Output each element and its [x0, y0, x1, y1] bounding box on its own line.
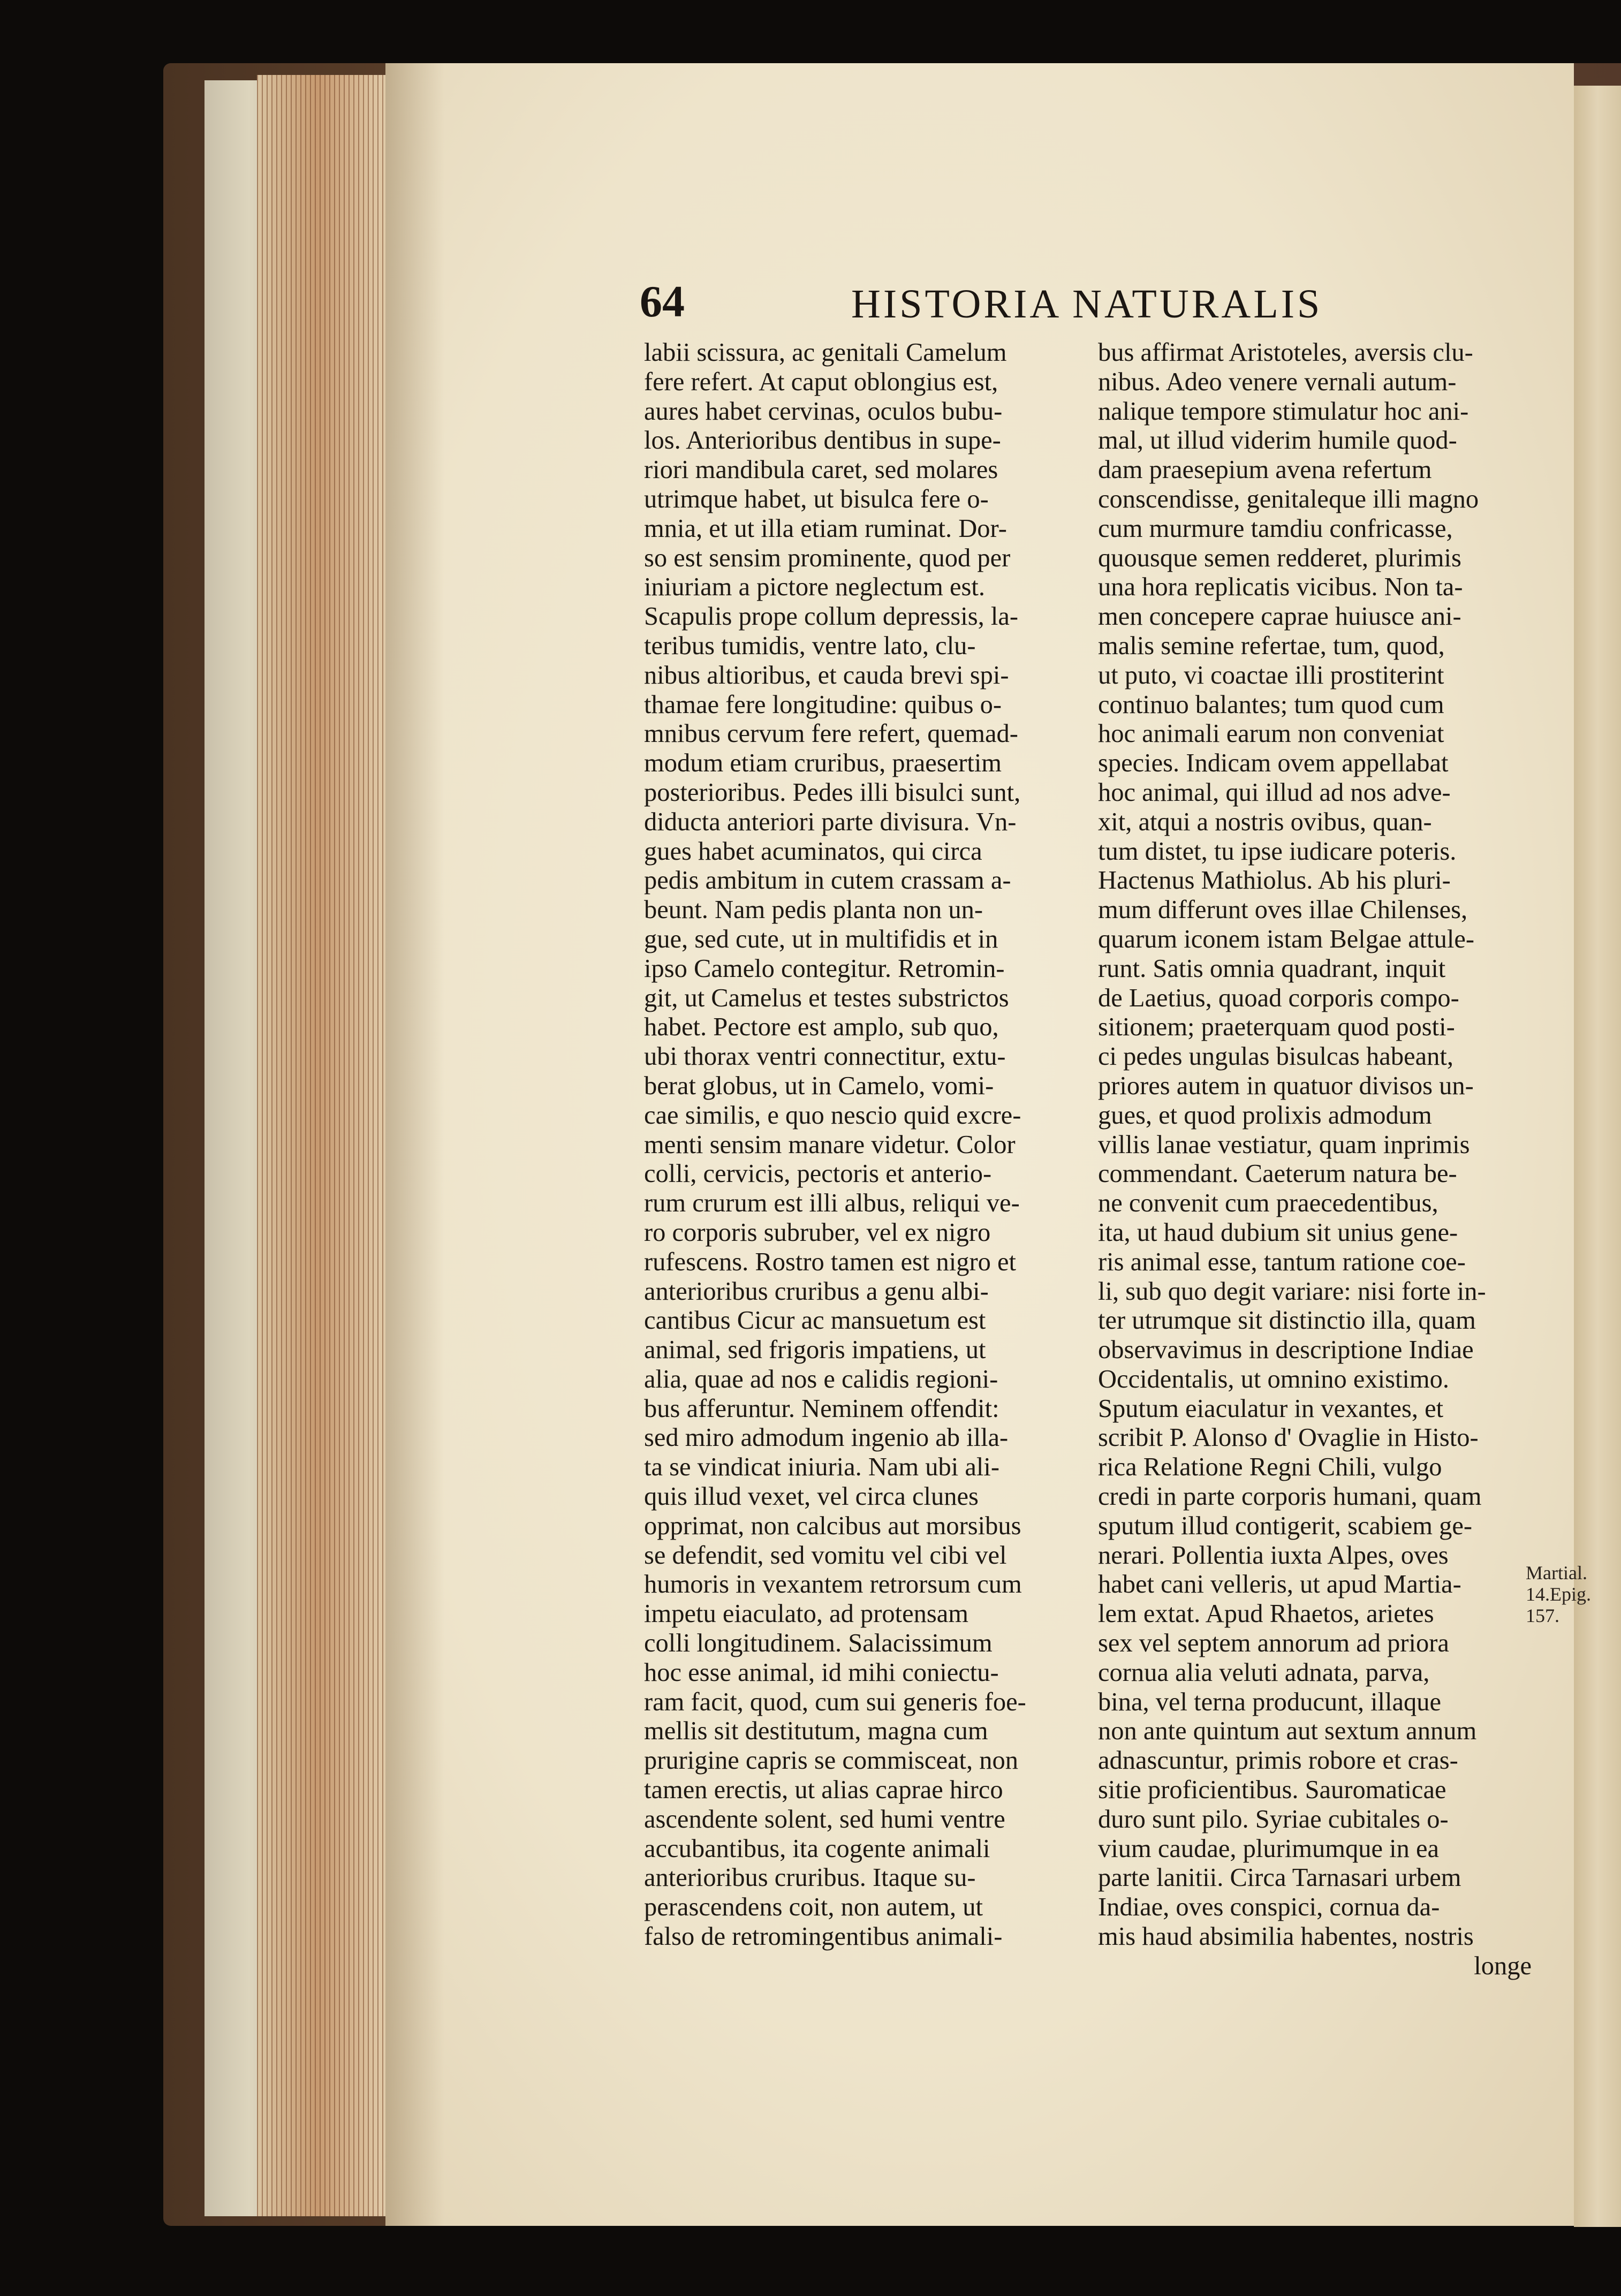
text-line: Scapulis prope collum depressis, la- [644, 602, 1019, 631]
text-line: mal, ut illud viderim humile quod- [1098, 426, 1457, 455]
text-line: bus affirmat Aristoteles, aversis clu- [1098, 338, 1473, 367]
running-title: HISTORIA NATURALIS [851, 282, 1323, 327]
text-line: pedis ambitum in cutem crassam a- [644, 866, 1011, 895]
text-line: humoris in vexantem retrorsum cum [644, 1570, 1022, 1599]
text-line: nibus altioribus, et cauda brevi spi- [644, 661, 1009, 689]
page-edges [257, 75, 391, 2216]
text-line: villis lanae vestiatur, quam inprimis [1098, 1130, 1470, 1159]
text-line: cum murmure tamdiu confricasse, [1098, 514, 1453, 543]
text-line: se defendit, sed vomitu vel cibi vel [644, 1541, 1007, 1570]
text-line: hoc animal, qui illud ad nos adve- [1098, 778, 1451, 807]
text-column-right [1098, 338, 1532, 1981]
text-line: accubantibus, ita cogente animali [644, 1834, 990, 1863]
text-line: ris animal esse, tantum ratione coe- [1098, 1247, 1466, 1276]
text-line: thamae fere longitudine: quibus o- [644, 690, 1002, 719]
text-line: opprimat, non calcibus aut morsibus [644, 1511, 1021, 1540]
text-line: ram facit, quod, cum sui generis foe- [644, 1687, 1026, 1716]
text-line: prurigine capris se commisceat, non [644, 1746, 1018, 1775]
facing-page-edge [1574, 86, 1621, 2227]
text-line: utrimque habet, ut bisulca fere o- [644, 484, 989, 513]
text-line: sex vel septem annorum ad priora [1098, 1629, 1449, 1658]
text-line: cae similis, e quo nescio quid excre- [644, 1101, 1021, 1130]
text-line: species. Indicam ovem appellabat [1098, 749, 1449, 778]
text-line: sitie proficientibus. Sauromaticae [1098, 1776, 1446, 1805]
text-line: bus afferuntur. Neminem offendit: [644, 1394, 999, 1423]
text-line: iniuriam a pictore neglectum est. [644, 573, 986, 602]
text-line: quarum iconem istam Belgae attule- [1098, 925, 1475, 953]
text-line: continuo balantes; tum quod cum [1098, 690, 1444, 719]
text-line: una hora replicatis vicibus. Non ta- [1098, 573, 1463, 602]
text-line: sed miro admodum ingenio ab illa- [644, 1423, 1009, 1452]
text-line: commendant. Caeterum natura be- [1098, 1160, 1457, 1188]
text-line: fere refert. At caput oblongius est, [644, 367, 998, 396]
text-line: mum differunt oves illae Chilenses, [1098, 896, 1468, 925]
text-line: de Laetius, quoad corporis compo- [1098, 983, 1459, 1012]
margin-note [1526, 1562, 1591, 1626]
text-line: lem extat. Apud Rhaetos, arietes [1098, 1600, 1434, 1628]
text-line: vium caudae, plurimumque in ea [1098, 1834, 1440, 1863]
text-line: anterioribus cruribus. Itaque su- [644, 1863, 976, 1892]
text-line: duro sunt pilo. Syriae cubitales o- [1098, 1805, 1449, 1833]
text-line: alia, quae ad nos e calidis regioni- [644, 1365, 998, 1393]
text-line: aures habet cervinas, oculos bubu- [644, 397, 1003, 426]
text-line: cantibus Cicur ac mansuetum est [644, 1306, 986, 1335]
text-line: runt. Satis omnia quadrant, inquit [1098, 954, 1446, 983]
text-line: diducta anteriori parte divisura. Vn- [644, 807, 1017, 836]
text-line: tamen erectis, ut alias caprae hirco [644, 1776, 1003, 1805]
text-line: ter utrumque sit distinctio illa, quam [1098, 1306, 1476, 1335]
text-line: ut puto, vi coactae illi prostiterint [1098, 661, 1444, 689]
text-line: ro corporis subruber, vel ex nigro [644, 1218, 991, 1247]
text-line: gues habet acuminatos, qui circa [644, 837, 982, 866]
catchword: longe [1474, 1951, 1532, 1980]
text-line: los. Anterioribus dentibus in supe- [644, 426, 1001, 455]
text-line: ta se vindicat iniuria. Nam ubi ali- [644, 1453, 999, 1482]
text-line: quis illud vexet, vel circa clunes [644, 1482, 979, 1511]
text-line: tum distet, tu ipse iudicare poteris. [1098, 837, 1457, 866]
text-line: rum crurum est illi albus, reliqui ve- [644, 1189, 1020, 1218]
text-line: teribus tumidis, ventre lato, clu- [644, 631, 976, 660]
text-line: non ante quintum aut sextum annum [1098, 1717, 1477, 1746]
text-line: anterioribus cruribus a genu albi- [644, 1277, 989, 1306]
text-line: habet. Pectore est amplo, sub quo, [644, 1013, 999, 1042]
margin-note-line: Martial. [1526, 1562, 1587, 1583]
text-line: sputum illud contigerit, scabiem ge- [1098, 1511, 1473, 1540]
margin-note-line: 14.Epig. [1526, 1583, 1591, 1605]
text-line: git, ut Camelus et testes substrictos [644, 983, 1009, 1012]
text-line: Sputum eiaculatur in vexantes, et [1098, 1394, 1444, 1423]
text-line: hoc animali earum non conveniat [1098, 719, 1444, 748]
margin-note-line: 157. [1526, 1605, 1559, 1626]
text-line: observavimus in descriptione Indiae [1098, 1336, 1474, 1365]
text-line: ubi thorax ventri connectitur, extu- [644, 1042, 1006, 1071]
text-line: mellis sit destitutum, magna cum [644, 1717, 988, 1746]
text-line: ci pedes ungulas bisulcas habeant, [1098, 1042, 1453, 1071]
text-line: men concepere caprae huiusce ani- [1098, 602, 1461, 631]
page-gutter-shadow [385, 63, 444, 2226]
text-line: nibus. Adeo venere vernali autum- [1098, 367, 1457, 396]
text-line: menti sensim manare videtur. Color [644, 1130, 1016, 1159]
text-line: hoc esse animal, id mihi coniectu- [644, 1658, 999, 1687]
text-line: falso de retromingentibus animali- [644, 1922, 1003, 1951]
text-line: credi in parte corporis humani, quam [1098, 1482, 1482, 1511]
text-line: nalique tempore stimulatur hoc ani- [1098, 397, 1469, 426]
text-line: colli, cervicis, pectoris et anterio- [644, 1160, 992, 1188]
text-line: dam praesepium avena refertum [1098, 456, 1432, 484]
text-line: gues, et quod prolixis admodum [1098, 1101, 1432, 1130]
text-line: cornua alia veluti adnata, parva, [1098, 1658, 1430, 1687]
text-line: ne convenit cum praecedentibus, [1098, 1189, 1438, 1218]
text-line: so est sensim prominente, quod per [644, 543, 1011, 572]
page-number: 64 [640, 277, 685, 327]
text-line: gue, sed cute, ut in multifidis et in [644, 925, 998, 953]
text-line: sitionem; praeterquam quod posti- [1098, 1013, 1455, 1042]
text-line: labii scissura, ac genitali Camelum [644, 338, 1007, 367]
text-line: adnascuntur, primis robore et cras- [1098, 1746, 1458, 1775]
text-line: colli longitudinem. Salacissimum [644, 1629, 993, 1658]
text-line: conscendisse, genitaleque illi magno [1098, 484, 1479, 513]
text-line: malis semine refertae, tum, quod, [1098, 631, 1445, 660]
text-line: quousque semen redderet, plurimis [1098, 543, 1461, 572]
text-line: li, sub quo degit variare: nisi forte in- [1098, 1277, 1486, 1306]
text-line: posterioribus. Pedes illi bisulci sunt, [644, 778, 1021, 807]
text-line: ita, ut haud dubium sit unius gene- [1098, 1218, 1458, 1247]
text-line: Hactenus Mathiolus. Ab his pluri- [1098, 866, 1451, 895]
text-line: mnibus cervum fere refert, quemad- [644, 719, 1018, 748]
text-line: mnia, et ut illa etiam ruminat. Dor- [644, 514, 1007, 543]
text-line: animal, sed frigoris impatiens, ut [644, 1336, 986, 1365]
text-line: ascendente solent, sed humi ventre [644, 1805, 1005, 1833]
text-line: scribit P. Alonso d' Ovaglie in Histo- [1098, 1423, 1479, 1452]
text-line: rica Relatione Regni Chili, vulgo [1098, 1453, 1442, 1482]
text-line: bina, vel terna producunt, illaque [1098, 1687, 1442, 1716]
text-column-left [644, 338, 1077, 1952]
text-line: priores autem in quatuor divisos un- [1098, 1071, 1474, 1100]
text-line: beunt. Nam pedis planta non un- [644, 896, 983, 925]
text-line: nerari. Pollentia iuxta Alpes, oves [1098, 1541, 1449, 1570]
text-line: ipso Camelo contegitur. Retromin- [644, 954, 1005, 983]
text-line: parte lanitii. Circa Tarnasari urbem [1098, 1863, 1461, 1892]
text-line: mis haud absimilia habentes, nostris [1098, 1922, 1474, 1951]
text-line: impetu eiaculato, ad protensam [644, 1600, 969, 1628]
text-line: rufescens. Rostro tamen est nigro et [644, 1247, 1016, 1276]
text-line: berat globus, ut in Camelo, vomi- [644, 1071, 994, 1100]
text-line: habet cani velleris, ut apud Martia- [1098, 1570, 1461, 1599]
text-line: perascendens coit, non autem, ut [644, 1893, 983, 1922]
text-line: Occidentalis, ut omnino existimo. [1098, 1365, 1450, 1393]
running-header [640, 276, 1539, 335]
text-line: modum etiam cruribus, praesertim [644, 749, 1002, 778]
text-line: Indiae, oves conspici, cornua da- [1098, 1893, 1440, 1922]
text-line: xit, atqui a nostris ovibus, quan- [1098, 807, 1432, 836]
text-line: riori mandibula caret, sed molares [644, 456, 998, 484]
